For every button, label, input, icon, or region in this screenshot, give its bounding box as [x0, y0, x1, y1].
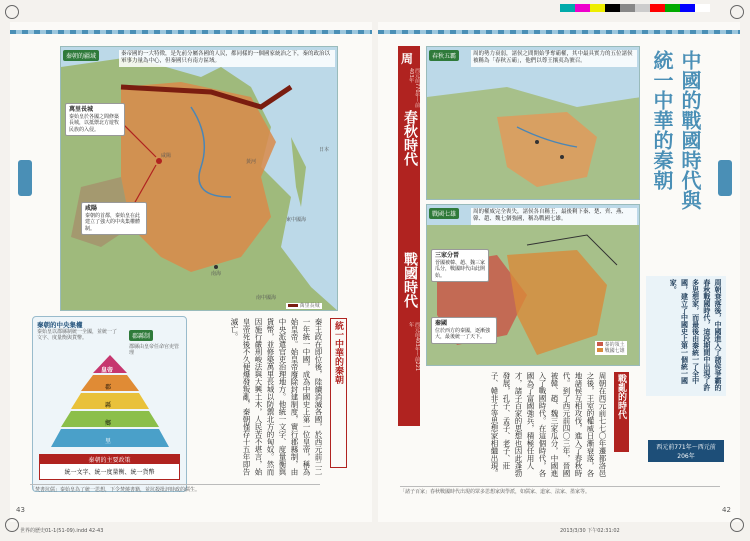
split-jin-callout — [431, 249, 489, 282]
map-title-tag: 秦朝的疆域 — [63, 50, 99, 61]
qin-state-callout — [431, 317, 497, 344]
registration-mark-icon — [5, 518, 19, 532]
split-jin-text: 晉國被韓、趙、魏三家瓜分，戰國時代由此開始。 — [435, 259, 486, 279]
qin-state-title: 秦國 — [435, 320, 448, 327]
xianyang-text: 秦朝的首都，秦始皇在此建立了強大的中央集權體制。 — [85, 212, 141, 232]
print-footer-right: 2013/3/30 下午02:31:02 — [560, 528, 620, 534]
timeline-badge: 西元前771年～西元前206年 — [648, 440, 724, 462]
place-donghai: 東中國海 — [286, 217, 307, 223]
left-body-text: 秦王政在即位後，陸續消滅各國，於西元前二二一年統一中國，成為中國史上第一位皇帝，稱為始皇帝。始皇帝廢除封建制度，實行郡縣制，由中央派遣官吏治理地方。他統一文字、度量衡與貨幣，並修築萬里長城以防禦北方的匈奴。然而因施行嚴刑峻法與大興土木，人民苦不堪言，始皇帝死後不久便爆發叛亂，秦朝僅存十五年即告滅亡。 — [230, 318, 323, 476]
page-number-left: 43 — [16, 506, 25, 514]
zhanguo-title: 戰國時代 — [402, 252, 418, 308]
print-footer-left: 世界的歷史01-1(51-09).indd 42-43 — [20, 528, 104, 534]
registration-mark-icon — [730, 5, 744, 19]
right-top-border — [378, 30, 740, 34]
pyramid-side-title: 郡縣制 — [129, 330, 153, 341]
right-body-text: 周朝在西元前七七〇年遷都洛邑之後，王室的權威日漸衰落，各地諸侯互相攻伐，進入了春秋時代。到了西元前四〇三年，晉國被韓、趙、魏三家瓜分，中國進入了戰國時代。在這個時代，各國為了富國強兵，積極任用人才，諸子百家的思想也因此蓬勃發展，孔子、孟子、老子、莊子、韓非子等思想家相繼出現。 — [490, 372, 607, 477]
map-legend — [286, 303, 322, 309]
chunqiu-map-caption: 周的勢力衰弱，諸侯之間開始爭奪霸權，其中最具實力的五位諸侯被稱為「春秋五霸」，他們以尊王攘夷為號召。 — [471, 50, 637, 67]
legend-text-2: 戰國七雄 — [604, 348, 625, 354]
right-section-title: 戰亂的時代 — [614, 372, 629, 452]
chunqiu-map — [426, 46, 640, 200]
pyramid-side-box — [129, 323, 183, 356]
dynasty-label: 周 — [401, 52, 414, 66]
left-section-title: 統一中華的秦朝 — [330, 318, 347, 468]
pyramid-level-2: 郡 — [105, 384, 112, 391]
era-note-top: 西元前770年～前403年 — [408, 68, 420, 108]
great-wall-callout — [65, 103, 125, 136]
place-south: 南中國海 — [256, 295, 277, 301]
place-huanghe: 黃河 — [246, 159, 257, 165]
pyramid-level-3: 縣 — [105, 402, 112, 409]
color-bar — [560, 4, 710, 12]
main-title-right: 統一中華的秦朝 — [650, 50, 674, 190]
map-caption: 秦帝國的一大特徵，是先前分屬各國的人民，都同樣的一個國家統治之下，秦的政治以軍事力量為中心，但秦國只有南方區域。 — [119, 50, 335, 67]
legend-swatch-2 — [597, 348, 603, 352]
pyramid-footer — [39, 454, 180, 480]
xianyang-title: 咸陽 — [85, 205, 98, 212]
pyramid-level-4: 鄉 — [105, 420, 112, 427]
great-wall-text: 秦始皇於各國之間修築長城，以抵禦北方遊牧民族的入侵。 — [69, 113, 120, 133]
page-number-right: 42 — [722, 506, 731, 514]
pyramid-note: 秦始皇以郡縣制統一全國，並統一了文字、度量衡與貨幣。 — [37, 329, 118, 341]
pyramid-level-5: 里 — [105, 438, 112, 445]
legend-swatch-1 — [597, 342, 603, 346]
right-intro: 周朝衰落後，中國進入了諸侯爭霸的春秋戰國時代，這段期間中出現了許多思想家，而最後由秦統一了全中國，建立了中國史上第一個統一國家。 — [646, 276, 726, 396]
zhanguo-map-caption: 周的權威完全喪失，諸侯各自稱王，最後剩下秦、楚、齊、燕、韓、趙、魏七個強國，稱為戰國七雄。 — [471, 208, 637, 225]
zhanguo-map — [426, 204, 640, 366]
pyramid-diagram — [32, 316, 187, 492]
place-xianyang: 咸陽 — [161, 153, 172, 159]
main-title-left: 中國的戰國時代與 — [678, 50, 702, 210]
right-footnote: 「諸子百家」春秋戰國時代出現的眾多思想家與學派，如儒家、道家、法家、墨家等。 — [400, 486, 720, 495]
xianyang-callout — [81, 202, 147, 235]
era-note-bottom: 西元前403年～前221年 — [408, 322, 420, 372]
split-jin-title: 三家分晉 — [435, 252, 460, 259]
zhanguo-map-tag: 戰國七雄 — [429, 208, 459, 219]
left-footnote: 「焚書坑儒」秦始皇為了統一思想，下令焚燒書籍，並坑殺批評時政的儒生。 — [30, 484, 320, 493]
left-top-border — [10, 30, 372, 34]
place-japan: 日本 — [319, 147, 330, 153]
left-side-tab — [18, 160, 32, 196]
pyramid-footer-title: 秦朝的主要政策 — [40, 455, 179, 464]
qin-territory-map — [60, 46, 338, 311]
zhanguo-legend — [595, 341, 627, 355]
chunqiu-title: 春秋時代 — [402, 110, 418, 166]
place-nanhai: 南海 — [211, 271, 222, 277]
right-side-tab — [718, 160, 732, 196]
qin-state-text: 位於西方的秦國，逐漸強大，最後統一了天下。 — [435, 327, 491, 341]
registration-mark-icon — [5, 5, 19, 19]
pyramid-level-1: 皇帝 — [101, 367, 114, 374]
pyramid-side-note: 郡縣由皇帝任命官吏管理 — [129, 344, 180, 356]
legend-text-1: 秦的領土 — [604, 342, 625, 348]
great-wall-title: 萬里長城 — [69, 106, 94, 113]
pyramid-footer-text: 統一文字、統一度量衡、統一貨幣 — [64, 469, 155, 476]
chunqiu-map-graphic — [427, 47, 640, 200]
registration-mark-icon — [730, 518, 744, 532]
qin-map-graphic — [61, 47, 338, 311]
legend-label: 萬里長城 — [299, 303, 320, 309]
legend-swatch — [288, 304, 298, 307]
pyramid-title: 秦朝的中央集權 — [37, 321, 83, 329]
legend-item-2 — [597, 348, 625, 354]
chunqiu-map-tag: 春秋五霸 — [429, 50, 459, 61]
